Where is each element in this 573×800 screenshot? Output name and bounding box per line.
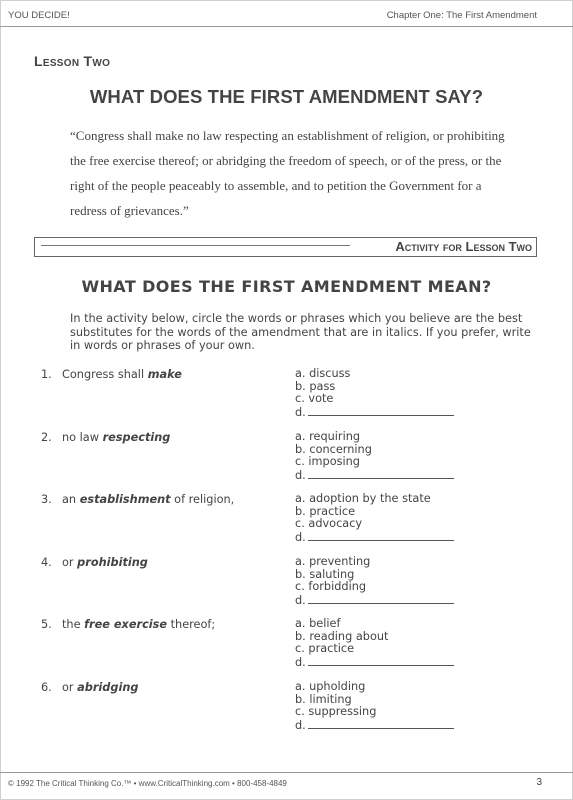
activity-bar-rule xyxy=(41,245,350,246)
option-a[interactable]: a. discuss xyxy=(295,367,351,380)
lesson-label: Lesson Two xyxy=(34,53,111,69)
answer-options xyxy=(295,493,495,543)
write-in-blank[interactable] xyxy=(308,531,454,541)
question-stem xyxy=(41,431,281,444)
answer-options xyxy=(295,368,495,418)
question-stem xyxy=(41,556,281,569)
option-d[interactable] xyxy=(295,656,495,669)
option-d-label: d. xyxy=(295,718,306,732)
amendment-quote: “Congress shall make no law respecting an establishment of religion, or prohibiting the free exercise thereof; or abridging the freedom of speech, or of the press, or the right of the people peaceably to assemble, and to petition the Government for a redress of grievances.” xyxy=(70,128,505,218)
copyright-footer: © 1992 The Critical Thinking Co.™ • www.CriticalThinking.com • 800-458-4849 xyxy=(8,779,287,788)
stem-text-pre: Congress shall xyxy=(62,368,148,381)
answer-options xyxy=(295,431,495,481)
italic-key-phrase: make xyxy=(147,368,182,381)
option-a[interactable]: a. belief xyxy=(295,617,341,630)
question-number: 1. xyxy=(41,368,52,381)
header-book-title: YOU DECIDE! xyxy=(8,10,70,21)
header-chapter-title: Chapter One: The First Amendment xyxy=(386,10,537,21)
option-c[interactable]: c. vote xyxy=(295,392,334,406)
option-a[interactable]: a. upholding xyxy=(295,680,366,693)
option-d[interactable] xyxy=(295,406,495,419)
stem-text-pre: the xyxy=(62,618,85,631)
write-in-blank[interactable] xyxy=(308,469,454,479)
option-b[interactable]: b. limiting xyxy=(295,692,352,706)
answer-options xyxy=(295,681,495,731)
italic-key-phrase: free exercise xyxy=(84,618,168,631)
stem-text-pre: or xyxy=(62,681,78,694)
option-a[interactable]: a. adoption by the state xyxy=(295,492,431,505)
option-a[interactable]: a. requiring xyxy=(295,430,361,443)
question-stem xyxy=(41,368,281,381)
option-b[interactable]: b. pass xyxy=(295,379,336,393)
italic-key-phrase: establishment xyxy=(79,493,171,506)
page-number: 3 xyxy=(536,777,542,788)
stem-text-pre: no law xyxy=(62,431,103,444)
option-c[interactable]: c. advocacy xyxy=(295,517,363,531)
answer-options xyxy=(295,556,495,606)
question-stem xyxy=(41,493,281,506)
option-c[interactable]: c. imposing xyxy=(295,455,360,469)
option-d[interactable] xyxy=(295,594,495,607)
italic-key-phrase: prohibiting xyxy=(77,556,148,569)
option-d-label: d. xyxy=(295,655,306,669)
section-title-mean: WHAT DOES THE FIRST AMENDMENT MEAN? xyxy=(81,277,492,296)
stem-text-pre: or xyxy=(62,556,78,569)
question-number: 4. xyxy=(41,556,52,569)
footer-rule xyxy=(0,772,573,773)
option-d-label: d. xyxy=(295,593,306,607)
write-in-blank[interactable] xyxy=(308,719,454,729)
option-d[interactable] xyxy=(295,531,495,544)
question-stem xyxy=(41,681,281,694)
stem-text-post: thereof; xyxy=(167,618,216,631)
section-title-say: WHAT DOES THE FIRST AMENDMENT SAY? xyxy=(89,86,484,107)
question-number: 6. xyxy=(41,681,52,694)
option-d[interactable] xyxy=(295,719,495,732)
option-c[interactable]: c. practice xyxy=(295,642,355,656)
option-d[interactable] xyxy=(295,469,495,482)
write-in-blank[interactable] xyxy=(308,406,454,416)
option-d-label: d. xyxy=(295,468,306,482)
option-d-label: d. xyxy=(295,405,306,419)
option-d-label: d. xyxy=(295,530,306,544)
write-in-blank[interactable] xyxy=(308,656,454,666)
activity-label: Activity for Lesson Two xyxy=(395,239,532,254)
option-a[interactable]: a. preventing xyxy=(295,555,371,568)
option-b[interactable]: b. saluting xyxy=(295,567,355,581)
stem-text-pre: an xyxy=(62,493,80,506)
stem-text-post: of religion, xyxy=(170,493,235,506)
question-number: 2. xyxy=(41,431,52,444)
activity-instructions: In the activity below, circle the words or phrases which you believe are the best substitutes for the words of the amendment that are in italics. If you prefer, write in words or phrases of your own. xyxy=(70,312,531,352)
header-rule xyxy=(0,26,573,27)
running-header xyxy=(8,8,543,24)
italic-key-phrase: abridging xyxy=(77,681,139,694)
option-c[interactable]: c. forbidding xyxy=(295,580,367,594)
write-in-blank[interactable] xyxy=(308,594,454,604)
question-number: 3. xyxy=(41,493,52,506)
answer-options xyxy=(295,618,495,668)
question-stem xyxy=(41,618,281,631)
italic-key-phrase: respecting xyxy=(102,431,171,444)
option-b[interactable]: b. concerning xyxy=(295,442,372,456)
option-c[interactable]: c. suppressing xyxy=(295,705,377,719)
question-number: 5. xyxy=(41,618,52,631)
option-b[interactable]: b. practice xyxy=(295,504,356,518)
option-b[interactable]: b. reading about xyxy=(295,629,389,643)
activity-bar xyxy=(34,237,537,257)
